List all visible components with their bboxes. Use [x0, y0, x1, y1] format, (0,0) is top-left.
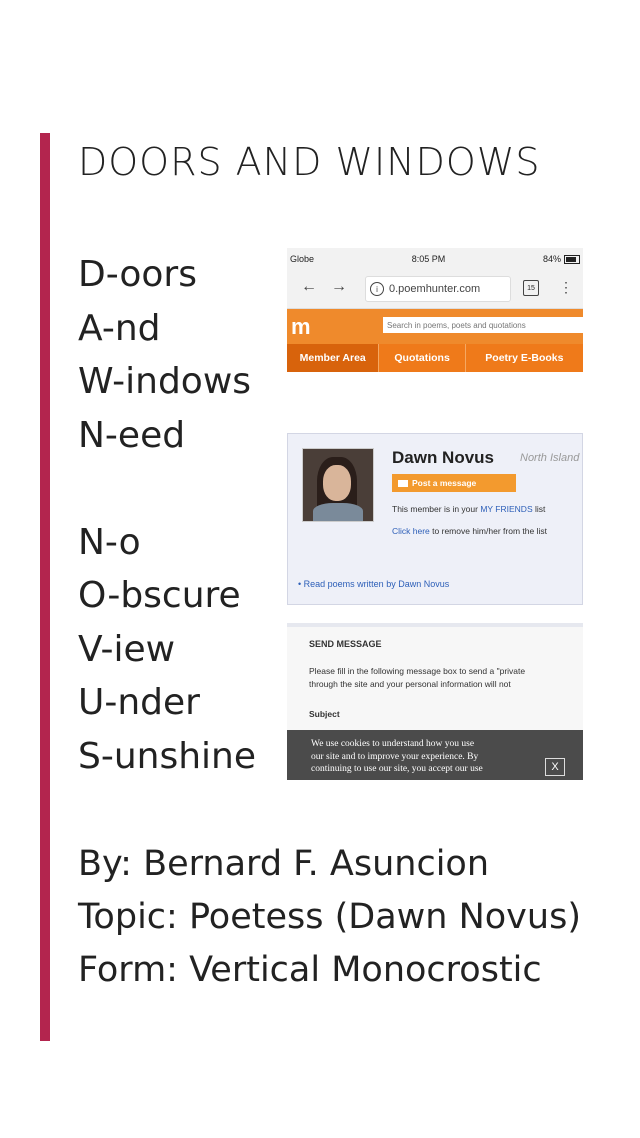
tabs-icon[interactable]: [523, 280, 539, 296]
poem-line: W-indows: [78, 361, 252, 402]
menu-quotations[interactable]: Quotations: [379, 344, 465, 372]
poem-body: [78, 248, 256, 783]
battery-percent: 84%: [542, 254, 561, 264]
status-right: [543, 254, 580, 264]
poem-line: S-unshine: [78, 735, 257, 777]
poem-title: DOORS AND WINDOWS: [78, 140, 541, 184]
poem-line: N-o: [78, 521, 141, 563]
url-text: 0.poemhunter.com: [389, 283, 481, 295]
send-message-heading: SEND MESSAGE: [309, 639, 382, 649]
poem-line: N-eed: [78, 414, 186, 456]
profile-name: Dawn Novus: [392, 448, 495, 467]
read-poems-link[interactable]: • Read poems written by Dawn Novus: [298, 579, 450, 589]
profile-location: North Island: [520, 452, 580, 464]
close-icon[interactable]: X: [545, 758, 565, 776]
mail-icon: [398, 480, 408, 487]
cookie-text: We use cookies to understand how you use our site and to improve your experience. By continuing to use our site, you accept our use: [311, 739, 483, 774]
accent-bar: [40, 133, 50, 1041]
site-menu: [287, 344, 583, 372]
form-line: Form: Vertical Monocrostic: [78, 950, 542, 990]
info-icon: i: [370, 282, 384, 296]
stanza-gap: [78, 462, 256, 516]
site-search-input[interactable]: Search in poems, poets and quotations: [383, 317, 583, 333]
click-here-link[interactable]: Click here: [392, 526, 430, 536]
site-header: [287, 309, 583, 344]
avatar: [302, 448, 374, 522]
credits: [78, 838, 581, 997]
poem-line: V-iew: [78, 628, 176, 670]
menu-member-area[interactable]: Member Area: [287, 344, 379, 372]
status-bar: [287, 248, 583, 270]
poem-line: O-bscure: [78, 575, 241, 616]
friends-note: This member is in your MY FRIENDS list: [392, 504, 546, 514]
back-arrow-icon[interactable]: ←: [301, 278, 317, 295]
battery-icon: [564, 255, 580, 264]
embedded-screenshot: [287, 248, 583, 780]
remove-note: Click here to remove him/her from the list: [392, 526, 547, 536]
kebab-menu-icon[interactable]: ⋮: [559, 279, 573, 295]
poem-line: U-nder: [78, 682, 200, 723]
post-message-label: Post a message: [412, 478, 477, 488]
status-time: 8:05 PM: [411, 254, 446, 264]
author-line: By: Bernard F. Asuncion: [78, 844, 490, 884]
tab-count: 15: [527, 284, 535, 292]
site-logo[interactable]: m: [291, 314, 311, 339]
send-message-text: Please fill in the following message box to send a "private through the site and your personal information will not: [309, 666, 526, 689]
cookie-banner: [287, 730, 583, 780]
profile-card: [287, 433, 583, 605]
poem-line: A-nd: [78, 307, 161, 349]
my-friends-link[interactable]: MY FRIENDS: [480, 504, 533, 514]
topic-line: Topic: Poetess (Dawn Novus): [78, 897, 581, 937]
subject-label: Subject: [309, 709, 340, 719]
carrier-label: Globe: [290, 254, 315, 264]
menu-poetry-ebooks[interactable]: Poetry E-Books: [485, 352, 564, 364]
poem-line: D-oors: [78, 254, 197, 295]
forward-arrow-icon[interactable]: →: [331, 278, 347, 295]
browser-toolbar: [287, 270, 583, 309]
post-message-button[interactable]: [392, 474, 516, 492]
address-bar[interactable]: [365, 276, 511, 302]
